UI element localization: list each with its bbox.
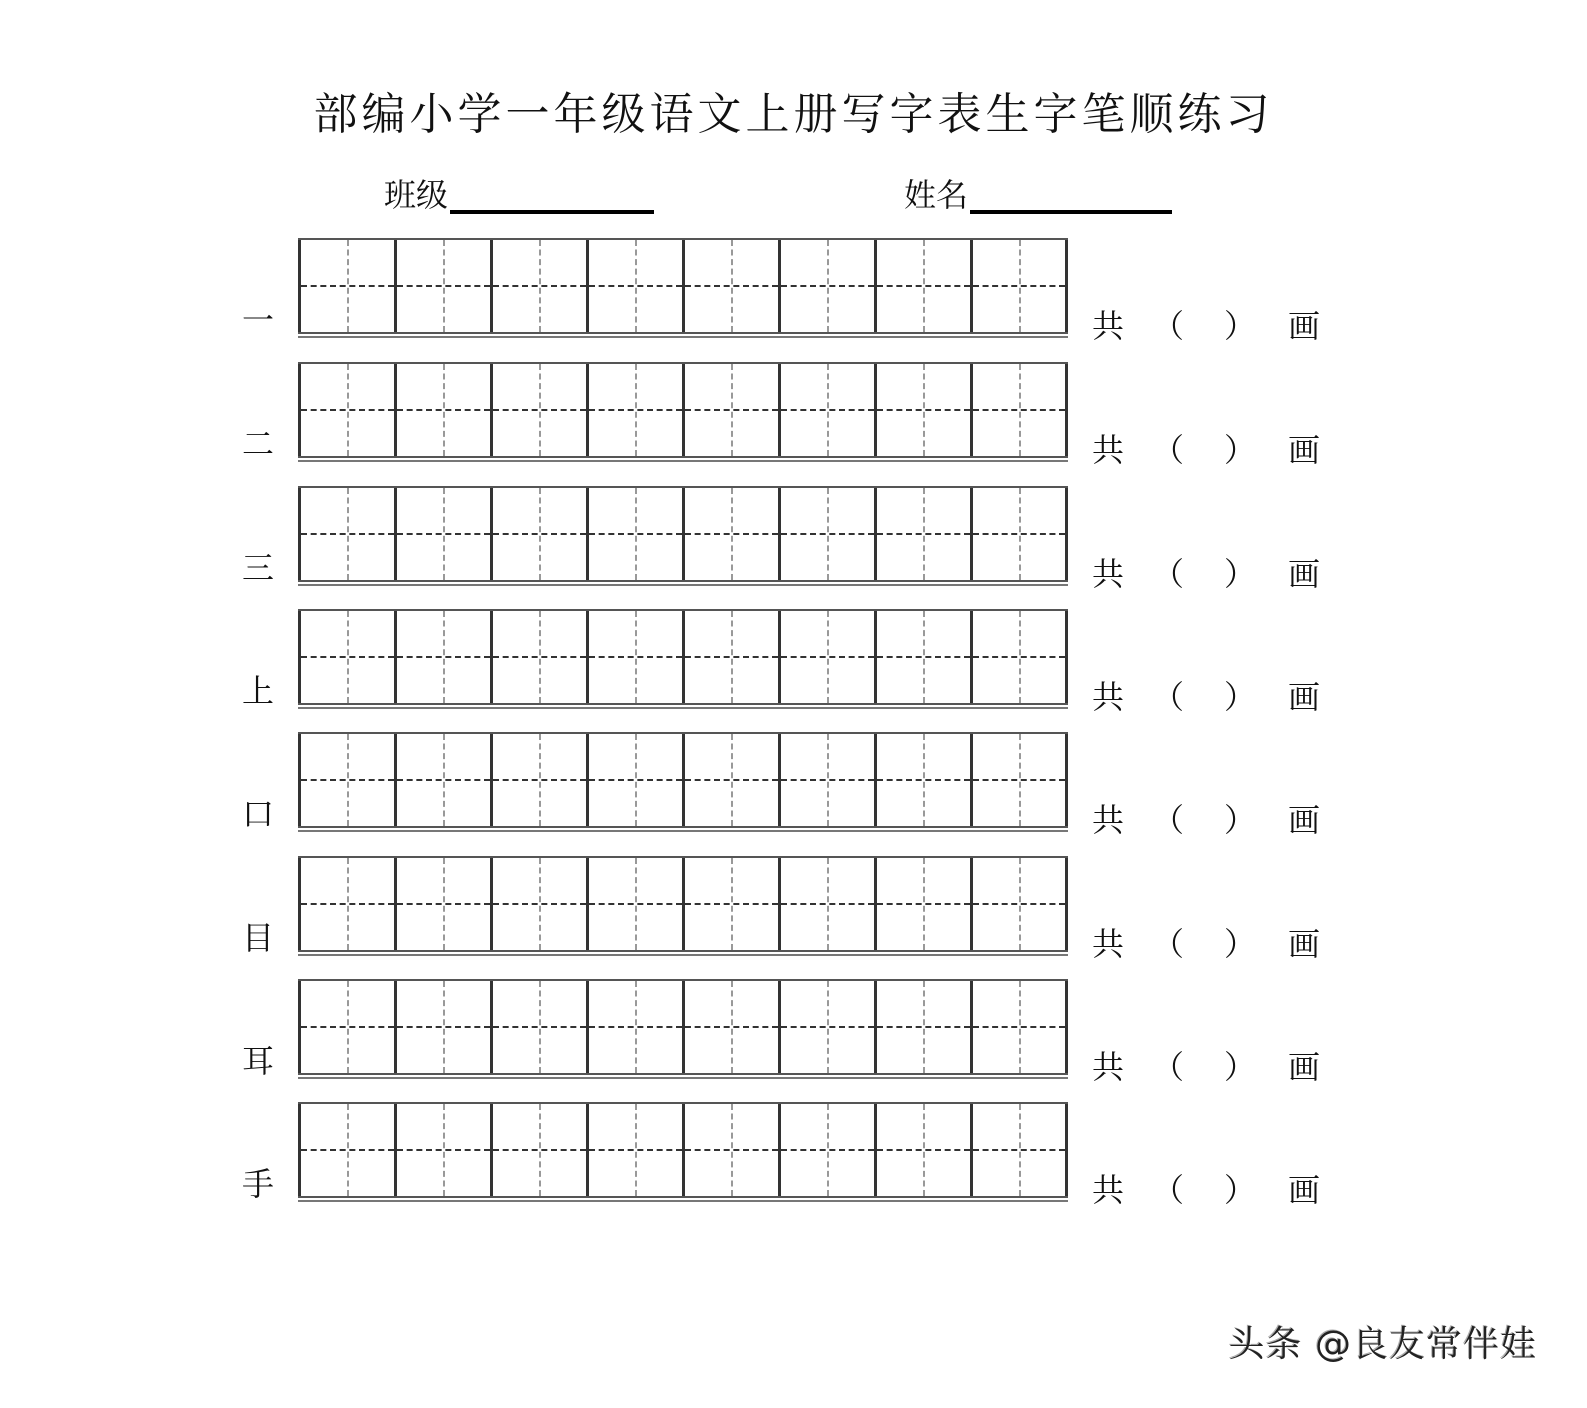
open-paren: （	[1152, 1048, 1185, 1086]
vertical-guide-line	[731, 1104, 733, 1196]
open-paren: （	[1152, 678, 1185, 716]
tianzige-grid	[298, 362, 1068, 458]
writing-cell[interactable]	[970, 611, 1068, 703]
tianzige-grid	[298, 486, 1068, 582]
vertical-guide-line	[635, 981, 637, 1073]
vertical-guide-line	[347, 488, 349, 580]
writing-cell[interactable]	[298, 488, 394, 580]
writing-cell[interactable]	[298, 981, 394, 1073]
open-paren: （	[1152, 1171, 1185, 1209]
writing-cell[interactable]	[394, 1104, 490, 1196]
stroke-count-suffix: 画	[1288, 555, 1321, 593]
vertical-guide-line	[827, 734, 829, 826]
class-field	[384, 170, 654, 216]
tianzige-grid	[298, 732, 1068, 828]
writing-cell[interactable]	[778, 734, 874, 826]
vertical-guide-line	[539, 981, 541, 1073]
writing-cell[interactable]	[778, 858, 874, 950]
vertical-guide-line	[923, 364, 925, 456]
vertical-guide-line	[1019, 611, 1021, 703]
practice-row	[0, 362, 1587, 469]
writing-cell[interactable]	[874, 1104, 970, 1196]
writing-cell[interactable]	[970, 240, 1068, 332]
vertical-guide-line	[827, 981, 829, 1073]
open-paren: （	[1152, 307, 1185, 345]
vertical-guide-line	[443, 364, 445, 456]
writing-cell[interactable]	[778, 611, 874, 703]
vertical-guide-line	[347, 858, 349, 950]
vertical-guide-line	[539, 1104, 541, 1196]
vertical-guide-line	[347, 611, 349, 703]
writing-cell[interactable]	[778, 488, 874, 580]
stroke-count-suffix: 画	[1288, 678, 1321, 716]
writing-cell[interactable]	[586, 981, 682, 1073]
writing-cell[interactable]	[490, 611, 586, 703]
row-character: 三	[241, 549, 274, 587]
vertical-guide-line	[827, 1104, 829, 1196]
writing-cell[interactable]	[874, 488, 970, 580]
vertical-guide-line	[731, 858, 733, 950]
writing-cell[interactable]	[394, 240, 490, 332]
open-paren: （	[1152, 431, 1185, 469]
writing-cell[interactable]	[682, 240, 778, 332]
vertical-guide-line	[827, 240, 829, 332]
writing-cell[interactable]	[298, 858, 394, 950]
vertical-guide-line	[923, 981, 925, 1073]
writing-cell[interactable]	[970, 981, 1068, 1073]
close-paren: ）	[1223, 555, 1256, 593]
vertical-guide-line	[923, 734, 925, 826]
writing-cell[interactable]	[490, 734, 586, 826]
writing-cell[interactable]	[490, 488, 586, 580]
practice-row	[0, 609, 1587, 716]
vertical-guide-line	[635, 488, 637, 580]
vertical-guide-line	[347, 734, 349, 826]
stroke-count-field	[1092, 802, 1320, 838]
practice-row	[0, 856, 1587, 963]
writing-cell[interactable]	[874, 981, 970, 1073]
writing-cell[interactable]	[394, 858, 490, 950]
vertical-guide-line	[347, 1104, 349, 1196]
vertical-guide-line	[731, 981, 733, 1073]
open-paren: （	[1152, 801, 1185, 839]
vertical-guide-line	[731, 488, 733, 580]
vertical-guide-line	[827, 611, 829, 703]
stroke-count-prefix: 共	[1092, 431, 1125, 469]
vertical-guide-line	[1019, 240, 1021, 332]
vertical-guide-line	[539, 611, 541, 703]
vertical-guide-line	[347, 364, 349, 456]
writing-cell[interactable]	[778, 981, 874, 1073]
row-character: 二	[241, 425, 274, 463]
stroke-count-prefix: 共	[1092, 1171, 1125, 1209]
name-field	[904, 170, 1172, 216]
vertical-guide-line	[731, 240, 733, 332]
writing-cell[interactable]	[586, 364, 682, 456]
vertical-guide-line	[635, 1104, 637, 1196]
writing-cell[interactable]	[298, 611, 394, 703]
writing-cell[interactable]	[682, 734, 778, 826]
writing-cell[interactable]	[874, 364, 970, 456]
row-character: 手	[241, 1165, 274, 1203]
vertical-guide-line	[923, 858, 925, 950]
writing-cell[interactable]	[778, 240, 874, 332]
vertical-guide-line	[443, 858, 445, 950]
writing-cell[interactable]	[682, 364, 778, 456]
vertical-guide-line	[923, 1104, 925, 1196]
writing-cell[interactable]	[394, 981, 490, 1073]
writing-cell[interactable]	[490, 858, 586, 950]
stroke-count-prefix: 共	[1092, 1048, 1125, 1086]
writing-cell[interactable]	[778, 1104, 874, 1196]
writing-cell[interactable]	[298, 1104, 394, 1196]
vertical-guide-line	[539, 488, 541, 580]
writing-cell[interactable]	[970, 734, 1068, 826]
open-paren: （	[1152, 555, 1185, 593]
vertical-guide-line	[443, 240, 445, 332]
vertical-guide-line	[635, 364, 637, 456]
name-label: 姓名	[904, 176, 969, 214]
stroke-count-suffix: 画	[1288, 307, 1321, 345]
vertical-guide-line	[443, 488, 445, 580]
tianzige-grid	[298, 238, 1068, 334]
row-character: 一	[241, 301, 274, 339]
writing-cell[interactable]	[874, 611, 970, 703]
vertical-guide-line	[443, 734, 445, 826]
vertical-guide-line	[539, 858, 541, 950]
vertical-guide-line	[1019, 734, 1021, 826]
writing-cell[interactable]	[586, 858, 682, 950]
stroke-count-field	[1092, 1049, 1320, 1085]
name-blank-line[interactable]	[970, 210, 1172, 214]
vertical-guide-line	[1019, 488, 1021, 580]
writing-cell[interactable]	[682, 611, 778, 703]
open-paren: （	[1152, 925, 1185, 963]
practice-row	[0, 1102, 1587, 1209]
writing-cell[interactable]	[394, 488, 490, 580]
stroke-count-field	[1092, 926, 1320, 962]
writing-cell[interactable]	[298, 240, 394, 332]
writing-cell[interactable]	[490, 1104, 586, 1196]
writing-cell[interactable]	[874, 734, 970, 826]
writing-cell[interactable]	[586, 734, 682, 826]
stroke-count-field	[1092, 308, 1320, 344]
writing-cell[interactable]	[586, 611, 682, 703]
writing-cell[interactable]	[298, 364, 394, 456]
vertical-guide-line	[731, 734, 733, 826]
writing-cell[interactable]	[394, 734, 490, 826]
stroke-count-prefix: 共	[1092, 925, 1125, 963]
stroke-count-suffix: 画	[1288, 925, 1321, 963]
vertical-guide-line	[827, 858, 829, 950]
vertical-guide-line	[635, 611, 637, 703]
stroke-count-suffix: 画	[1288, 1048, 1321, 1086]
vertical-guide-line	[923, 611, 925, 703]
writing-cell[interactable]	[682, 488, 778, 580]
vertical-guide-line	[827, 488, 829, 580]
vertical-guide-line	[539, 364, 541, 456]
class-label: 班级	[384, 176, 449, 214]
writing-cell[interactable]	[586, 240, 682, 332]
vertical-guide-line	[1019, 1104, 1021, 1196]
close-paren: ）	[1223, 307, 1256, 345]
stroke-count-field	[1092, 556, 1320, 592]
worksheet-title: 部编小学一年级语文上册写字表生字笔顺练习	[313, 89, 1274, 140]
vertical-guide-line	[731, 611, 733, 703]
row-character: 上	[241, 672, 274, 710]
stroke-count-prefix: 共	[1092, 678, 1125, 716]
vertical-guide-line	[731, 364, 733, 456]
close-paren: ）	[1223, 801, 1256, 839]
practice-row	[0, 979, 1587, 1086]
stroke-count-prefix: 共	[1092, 555, 1125, 593]
stroke-count-field	[1092, 432, 1320, 468]
vertical-guide-line	[635, 734, 637, 826]
close-paren: ）	[1223, 925, 1256, 963]
vertical-guide-line	[347, 981, 349, 1073]
vertical-guide-line	[923, 240, 925, 332]
vertical-guide-line	[923, 488, 925, 580]
vertical-guide-line	[539, 734, 541, 826]
class-blank-line[interactable]	[450, 210, 654, 214]
close-paren: ）	[1223, 1048, 1256, 1086]
vertical-guide-line	[443, 981, 445, 1073]
writing-cell[interactable]	[682, 1104, 778, 1196]
tianzige-grid	[298, 609, 1068, 705]
vertical-guide-line	[1019, 364, 1021, 456]
writing-cell[interactable]	[394, 611, 490, 703]
writing-cell[interactable]	[490, 981, 586, 1073]
vertical-guide-line	[1019, 858, 1021, 950]
writing-cell[interactable]	[490, 364, 586, 456]
stroke-count-suffix: 画	[1288, 1171, 1321, 1209]
vertical-guide-line	[443, 1104, 445, 1196]
row-character: 目	[241, 919, 274, 957]
close-paren: ）	[1223, 1171, 1256, 1209]
vertical-guide-line	[443, 611, 445, 703]
writing-cell[interactable]	[298, 734, 394, 826]
writing-cell[interactable]	[970, 488, 1068, 580]
writing-cell[interactable]	[490, 240, 586, 332]
stroke-count-suffix: 画	[1288, 431, 1321, 469]
watermark: 头条 @良友常伴娃	[1228, 1324, 1537, 1365]
vertical-guide-line	[635, 240, 637, 332]
row-character: 耳	[241, 1042, 274, 1080]
stroke-count-prefix: 共	[1092, 307, 1125, 345]
practice-row	[0, 238, 1587, 345]
stroke-count-suffix: 画	[1288, 801, 1321, 839]
close-paren: ）	[1223, 678, 1256, 716]
writing-cell[interactable]	[874, 240, 970, 332]
stroke-count-prefix: 共	[1092, 801, 1125, 839]
writing-cell[interactable]	[970, 858, 1068, 950]
vertical-guide-line	[635, 858, 637, 950]
practice-row	[0, 486, 1587, 593]
vertical-guide-line	[347, 240, 349, 332]
writing-cell[interactable]	[970, 1104, 1068, 1196]
tianzige-grid	[298, 1102, 1068, 1198]
vertical-guide-line	[827, 364, 829, 456]
close-paren: ）	[1223, 431, 1256, 469]
vertical-guide-line	[1019, 981, 1021, 1073]
writing-cell[interactable]	[394, 364, 490, 456]
tianzige-grid	[298, 856, 1068, 952]
row-character: 口	[241, 795, 274, 833]
tianzige-grid	[298, 979, 1068, 1075]
writing-cell[interactable]	[586, 488, 682, 580]
writing-cell[interactable]	[874, 858, 970, 950]
writing-cell[interactable]	[682, 858, 778, 950]
writing-cell[interactable]	[586, 1104, 682, 1196]
writing-cell[interactable]	[778, 364, 874, 456]
vertical-guide-line	[539, 240, 541, 332]
practice-row	[0, 732, 1587, 839]
writing-cell[interactable]	[682, 981, 778, 1073]
stroke-count-field	[1092, 679, 1320, 715]
stroke-count-field	[1092, 1172, 1320, 1208]
writing-cell[interactable]	[970, 364, 1068, 456]
